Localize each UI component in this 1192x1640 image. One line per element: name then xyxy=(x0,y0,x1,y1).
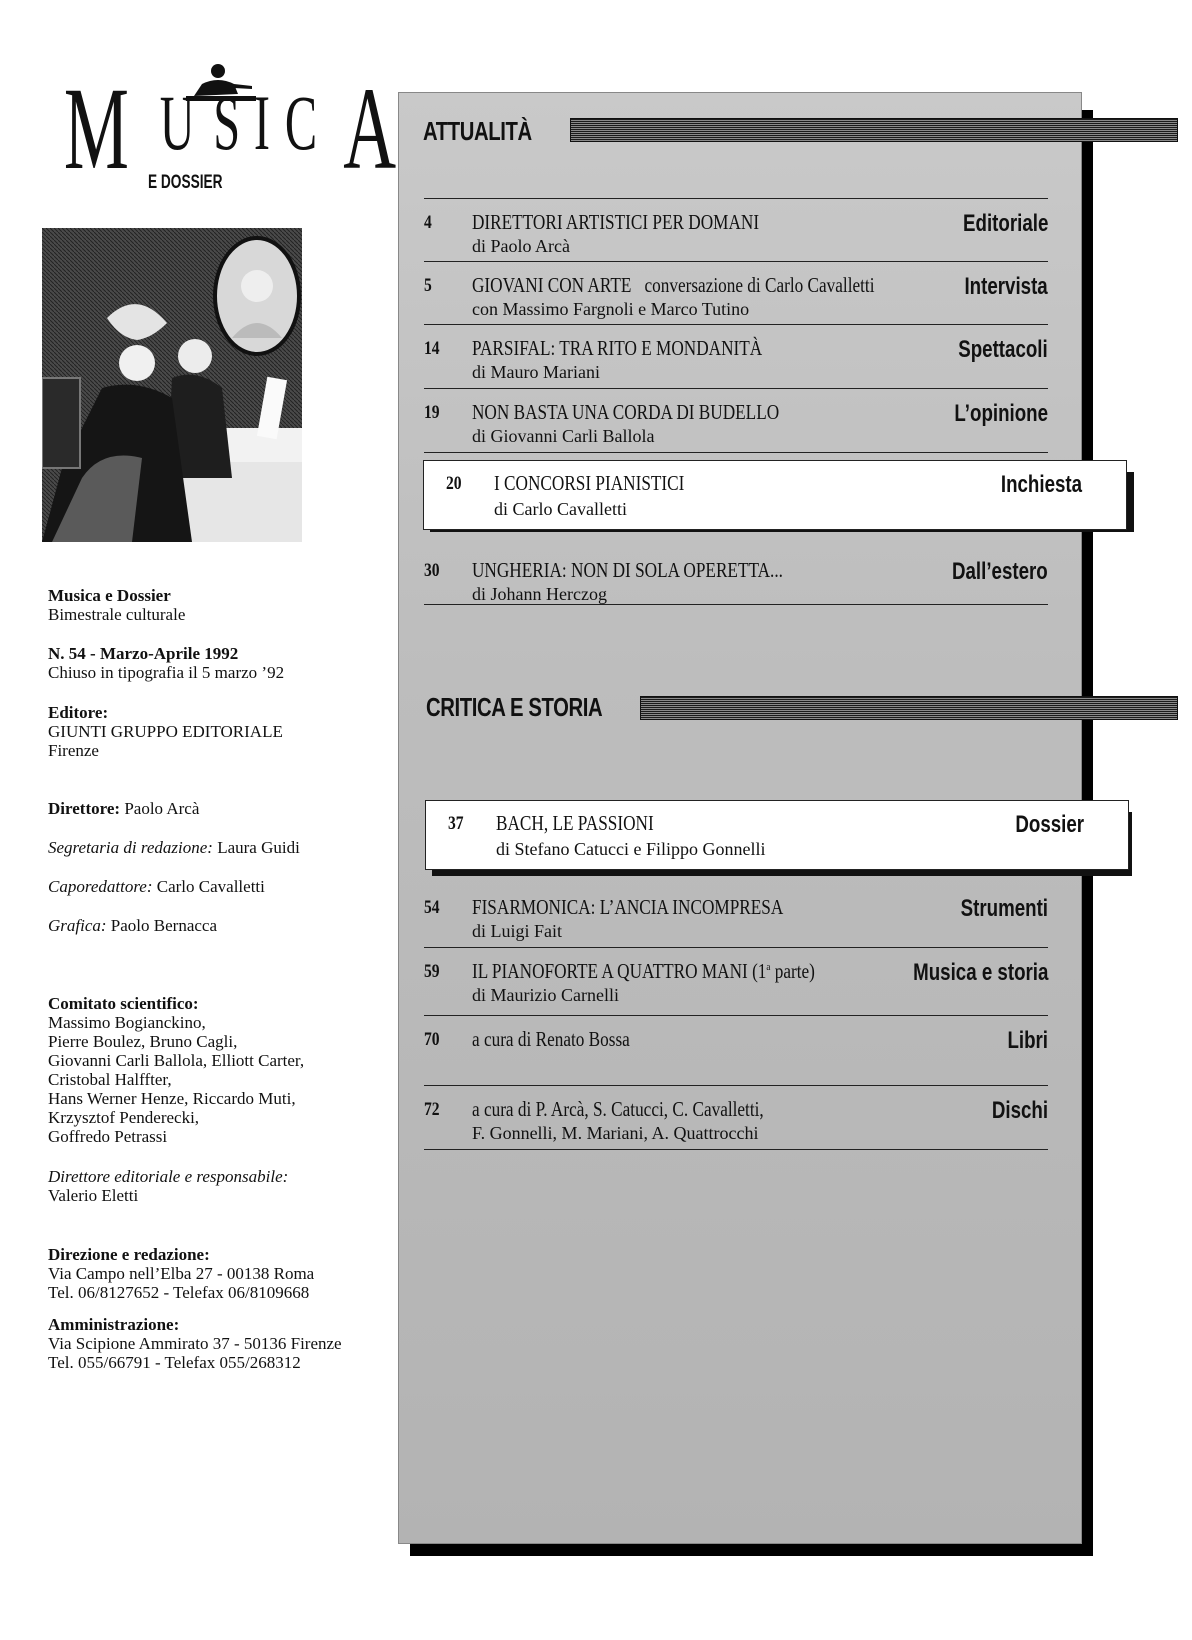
entry-page: 72 xyxy=(424,1099,440,1120)
entry-page: 70 xyxy=(424,1029,440,1050)
magazine-logo xyxy=(44,62,396,196)
responsible-block xyxy=(48,1167,388,1205)
entry-title-end: parte) xyxy=(770,959,815,983)
row-divider xyxy=(424,261,1048,262)
row-divider xyxy=(424,388,1048,389)
row-divider xyxy=(424,1015,1048,1016)
entry-page: 20 xyxy=(446,473,462,494)
entry-page: 30 xyxy=(424,560,440,581)
toc-entry[interactable] xyxy=(424,324,1048,386)
entry-category: Strumenti xyxy=(960,895,1048,922)
logo-letter-c: C xyxy=(284,79,317,166)
entry-category: L’opinione xyxy=(954,400,1048,427)
admin-label: Amministrazione: xyxy=(48,1315,180,1334)
entry-byline: di Maurizio Carnelli xyxy=(472,985,619,1005)
entry-page: 4 xyxy=(424,212,432,233)
secretary-line xyxy=(48,838,388,857)
entry-title: BACH, LE PASSIONI xyxy=(496,811,654,835)
entry-category: Inchiesta xyxy=(1000,471,1082,498)
issue-number: N. 54 - Marzo-Aprile 1992 xyxy=(48,644,239,663)
section-title-critica: CRITICA E STORIA xyxy=(426,692,603,722)
entry-title: FISARMONICA: L’ANCIA INCOMPRESA xyxy=(472,895,784,919)
magazine-name: Musica e Dossier xyxy=(48,586,171,605)
committee-member: Cristobal Halffter, xyxy=(48,1070,172,1089)
toc-entry[interactable] xyxy=(424,546,1048,608)
entry-title-main: GIOVANI CON ARTE xyxy=(472,273,632,297)
office-address: Via Campo nell’Elba 27 - 00138 Roma xyxy=(48,1264,315,1283)
logo-letter-s: S xyxy=(213,79,241,166)
entry-title: PARSIFAL: TRA RITO E MONDANITÀ xyxy=(472,336,763,360)
responsible-label: Direttore editoriale e responsabile: xyxy=(48,1167,289,1186)
entry-category: Libri xyxy=(1007,1027,1048,1054)
logo-subtitle: E DOSSIER xyxy=(148,172,223,193)
section-title-attualita: ATTUALITÀ xyxy=(423,116,532,146)
logo-letter-u: U xyxy=(159,79,195,166)
magazine-tagline: Bimestrale culturale xyxy=(48,605,186,624)
entry-page: 14 xyxy=(424,338,440,359)
admin-address: Via Scipione Ammirato 37 - 50136 Firenze xyxy=(48,1334,342,1353)
entry-title-main: IL PIANOFORTE A QUATTRO MANI (1 xyxy=(472,959,767,983)
featured-entry-inchiesta[interactable] xyxy=(423,460,1127,530)
entry-byline: di Giovanni Carli Ballola xyxy=(472,426,655,446)
office-label: Direzione e redazione: xyxy=(48,1245,210,1264)
row-divider xyxy=(424,452,1048,453)
entry-page: 37 xyxy=(448,813,464,834)
toc-entry[interactable] xyxy=(424,388,1048,450)
entry-byline: F. Gonnelli, M. Mariani, A. Quattrocchi xyxy=(472,1123,759,1143)
publisher-label: Editore: xyxy=(48,703,109,722)
logo-letter-i: I xyxy=(253,79,270,166)
entry-byline: di Johann Herczog xyxy=(472,584,607,604)
responsible-name: Valerio Eletti xyxy=(48,1186,139,1205)
cover-engraving-image xyxy=(42,228,302,542)
toc-entry[interactable] xyxy=(424,883,1048,945)
entry-title: a cura di P. Arcà, S. Catucci, C. Cavalletti, xyxy=(472,1097,764,1121)
graphics-name: Paolo Bernacca xyxy=(110,916,217,935)
committee-block xyxy=(48,994,388,1146)
entry-byline: di Stefano Catucci e Filippo Gonnelli xyxy=(496,839,766,859)
entry-title xyxy=(472,273,875,298)
row-divider xyxy=(424,1149,1048,1150)
entry-page: 19 xyxy=(424,402,440,423)
office-phone: Tel. 06/8127652 - Telefax 06/8109668 xyxy=(48,1283,310,1302)
entry-title xyxy=(472,959,815,984)
row-divider xyxy=(424,604,1048,605)
entry-title: DIRETTORI ARTISTICI PER DOMANI xyxy=(472,210,760,234)
committee-member: Goffredo Petrassi xyxy=(48,1127,168,1146)
entry-title-extra: conversazione di Carlo Cavalletti xyxy=(644,273,875,297)
entry-category: Dall’estero xyxy=(952,558,1048,585)
secretary-label: Segretaria di redazione: xyxy=(48,838,213,857)
entry-category: Spettacoli xyxy=(958,336,1048,363)
director-line xyxy=(48,799,388,818)
entry-page: 59 xyxy=(424,961,440,982)
admin-block xyxy=(48,1315,388,1372)
entry-byline: di Paolo Arcà xyxy=(472,236,570,256)
director-label: Direttore: xyxy=(48,799,121,818)
row-divider xyxy=(424,1085,1048,1086)
issue-block xyxy=(48,644,388,682)
committee-member: Pierre Boulez, Bruno Cagli, xyxy=(48,1032,238,1051)
committee-member: Krzysztof Penderecki, xyxy=(48,1108,200,1127)
entry-title: a cura di Renato Bossa xyxy=(472,1027,630,1051)
toc-entry[interactable] xyxy=(424,261,1048,323)
toc-entry[interactable] xyxy=(424,198,1048,260)
logo-letter-m: M xyxy=(63,63,129,194)
entry-byline: con Massimo Fargnoli e Marco Tutino xyxy=(472,299,750,319)
row-divider xyxy=(424,324,1048,325)
entry-category: Dossier xyxy=(1015,811,1084,838)
entry-category: Intervista xyxy=(964,273,1048,300)
entry-title: NON BASTA UNA CORDA DI BUDELLO xyxy=(472,400,780,424)
section-bar-attualita xyxy=(570,118,1178,142)
print-note: Chiuso in tipografia il 5 marzo ’92 xyxy=(48,663,285,682)
committee-member: Massimo Bogianckino, xyxy=(48,1013,206,1032)
director-name: Paolo Arcà xyxy=(124,799,200,818)
entry-title: UNGHERIA: NON DI SOLA OPERETTA... xyxy=(472,558,783,582)
editor-name: Carlo Cavalletti xyxy=(156,877,265,896)
entry-category: Editoriale xyxy=(962,210,1048,237)
editor-label: Caporedattore: xyxy=(48,877,153,896)
graphics-label: Grafica: xyxy=(48,916,107,935)
toc-entry[interactable] xyxy=(424,1015,1048,1077)
office-block xyxy=(48,1245,388,1302)
committee-label: Comitato scientifico: xyxy=(48,994,199,1013)
publisher-city: Firenze xyxy=(48,741,99,760)
secretary-name: Laura Guidi xyxy=(217,838,300,857)
publisher-block xyxy=(48,703,388,760)
entry-byline: di Carlo Cavalletti xyxy=(494,499,627,519)
logo-letter-a: A xyxy=(342,63,396,194)
committee-member: Giovanni Carli Ballola, Elliott Carter, xyxy=(48,1051,305,1070)
admin-phone: Tel. 055/66791 - Telefax 055/268312 xyxy=(48,1353,301,1372)
entry-page: 54 xyxy=(424,897,440,918)
section-bar-critica xyxy=(640,696,1178,720)
entry-byline: di Mauro Mariani xyxy=(472,362,600,382)
masthead-title-block xyxy=(48,586,388,624)
entry-category: Dischi xyxy=(991,1097,1048,1124)
graphics-line xyxy=(48,916,388,935)
committee-member: Hans Werner Henze, Riccardo Muti, xyxy=(48,1089,296,1108)
entry-page: 5 xyxy=(424,275,432,296)
publisher-name: GIUNTI GRUPPO EDITORIALE xyxy=(48,722,283,741)
entry-category: Musica e storia xyxy=(912,959,1048,986)
editor-line xyxy=(48,877,388,896)
toc-entry[interactable] xyxy=(424,1085,1048,1147)
row-divider xyxy=(424,947,1048,948)
toc-entry[interactable] xyxy=(424,947,1048,1009)
entry-byline: di Luigi Fait xyxy=(472,921,562,941)
entry-title: I CONCORSI PIANISTICI xyxy=(494,471,685,495)
featured-entry-dossier[interactable] xyxy=(425,800,1129,870)
entry-title-sup: a xyxy=(766,961,771,973)
row-divider xyxy=(424,198,1048,199)
